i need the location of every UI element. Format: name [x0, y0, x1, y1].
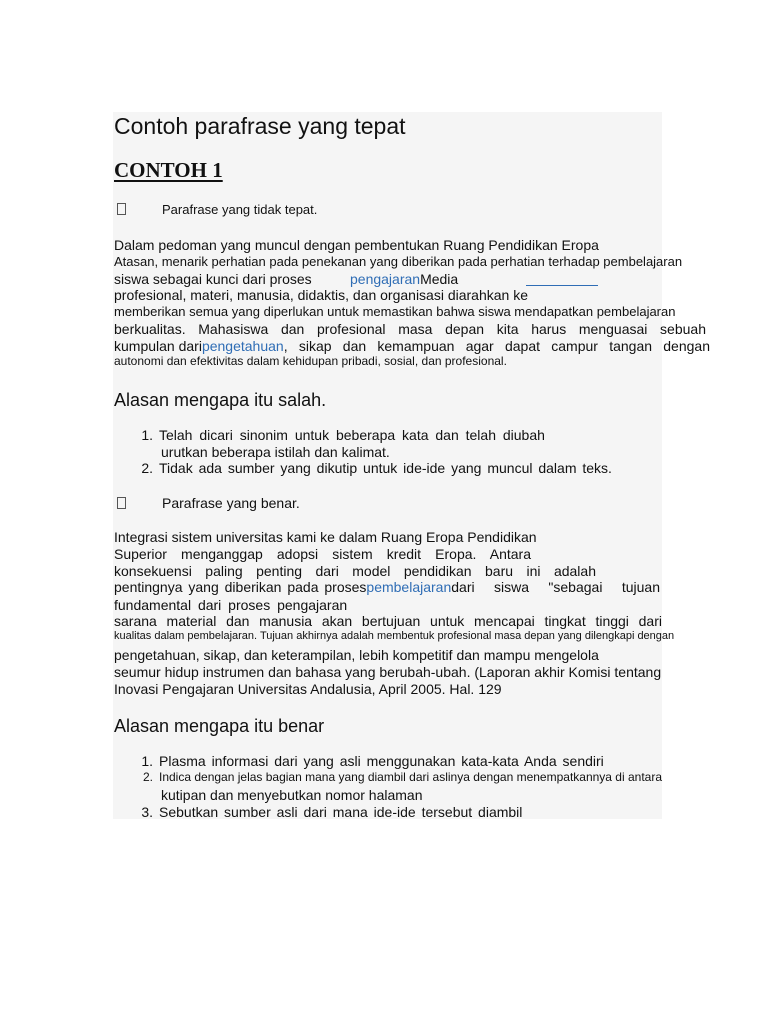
reason-right-item-3-text: Sebutkan sumber asli dari mana ide-ide tersebut diambil — [159, 804, 523, 820]
para2-line1: Integrasi sistem universitas kami ke dalam Ruang Eropa Pendidikan — [114, 529, 537, 545]
para2-line8: pengetahuan, sikap, dan keterampilan, lebih kompetitif dan mampu mengelola — [114, 647, 599, 663]
bullet-right-label: Parafrase yang benar. — [162, 495, 300, 511]
reason-right-item-2-text: Indica dengan jelas bagian mana yang diambil dari aslinya dengan menempatkannya di antara — [159, 770, 663, 784]
para1-line2: Atasan, menarik perhatian pada penekanan yang diberikan pada perhatian terhadap pembelajaran — [114, 254, 683, 269]
para2-line4-start: pentingnya yang diberikan pada proses — [114, 579, 367, 595]
reason-wrong-item-1: 1. Telah dicari sinonim untuk beberapa kata dan telah diubah — [141, 427, 545, 443]
para1-line4: profesional, materi, manusia, didaktis, dan organisasi diarahkan ke — [114, 287, 529, 303]
reason-wrong-heading: Alasan mengapa itu salah. — [114, 390, 327, 410]
para1-line1: Dalam pedoman yang muncul dengan pembentukan Ruang Pendidikan Eropa — [114, 237, 599, 253]
reason-right-item-1: 1. Plasma informasi dari yang asli menggunakan kata-kata Anda sendiri — [141, 753, 604, 769]
para1-line3-text: siswa sebagai kunci dari proses — [114, 271, 312, 287]
page-title: Contoh parafrase yang tepat — [114, 113, 406, 139]
reason-wrong-item-2-text: Tidak ada sumber yang dikutip untuk ide-ide yang muncul dalam teks. — [159, 460, 612, 476]
reason-wrong-item-1-text: Telah dicari sinonim untuk beberapa kata dan telah diubah — [159, 427, 545, 443]
para1-line6: berkualitas. Mahasiswa dan profesional masa depan kita harus menguasai sebuah — [114, 321, 706, 337]
reason-right-item-2-cont: kutipan dan menyebutkan nomor halaman — [161, 787, 423, 803]
reason-wrong-item-1-cont: urutkan beberapa istilah dan kalimat. — [161, 444, 390, 460]
para2-line10: Inovasi Pengajaran Universitas Andalusia, April 2005. Hal. 129 — [114, 681, 502, 697]
reason-right-item-1-text: Plasma informasi dari yang asli menggunakan kata-kata Anda sendiri — [159, 753, 604, 769]
para2-line4 — [114, 579, 660, 595]
bullet-wrong-label: Parafrase yang tidak tepat. — [162, 202, 318, 217]
para2-line3: konsekuensi paling penting dari model pendidikan baru ini adalah — [114, 563, 596, 579]
para1-line7-start: kumpulan dari — [114, 338, 202, 354]
para2-line7: kualitas dalam pembelajaran. Tujuan akhirnya adalah membentuk profesional masa depan yang dilengkapi dengan — [114, 630, 675, 642]
para2-line5: fundamental dari proses pengajaran — [114, 597, 348, 613]
para2-line4-end: dari siswa "sebagai tujuan — [451, 579, 660, 595]
link-pengajaran[interactable]: pengajaran — [350, 271, 421, 287]
para2-line9: seumur hidup instrumen dan bahasa yang berubah-ubah. (Laporan akhir Komisi tentang — [114, 664, 662, 680]
reason-wrong-item-2: 2. Tidak ada sumber yang dikutip untuk ide-ide yang muncul dalam teks. — [141, 460, 612, 476]
bullet-wrong — [117, 202, 317, 217]
example-heading: CONTOH 1 — [114, 158, 223, 182]
reason-right-item-2: 2. Indica dengan jelas bagian mana yang diambil dari aslinya dengan menempatkannya di antara — [142, 770, 663, 784]
reason-right-heading: Alasan mengapa itu benar — [114, 716, 325, 736]
link-pengetahuan[interactable]: pengetahuan — [201, 338, 284, 354]
link-pembelajaran[interactable]: pembelajaran — [366, 579, 452, 595]
para1-line5: memberikan semua yang diperlukan untuk memastikan bahwa siswa mendapatkan pembelajaran — [114, 304, 676, 319]
para1-line7 — [114, 338, 710, 354]
para1-line3-tail — [350, 271, 458, 287]
para2-line6: sarana material dan manusia akan bertujuan untuk mencapai tingkat tinggi dari — [114, 613, 662, 629]
bullet-square-icon — [117, 497, 126, 509]
para1-line3-media: Media — [420, 271, 459, 287]
bullet-right — [117, 495, 300, 511]
para1-line7-end: , sikap dan kemampuan agar dapat campur tangan dengan — [283, 338, 710, 354]
reason-right-item-3: 3. Sebutkan sumber asli dari mana ide-ide tersebut diambil — [141, 804, 523, 820]
bullet-square-icon — [117, 203, 126, 215]
para1-line8: autonomi dan efektivitas dalam kehidupan pribadi, sosial, dan profesional. — [114, 354, 507, 368]
para2-line2: Superior menganggap adopsi sistem kredit Eropa. Antara — [114, 546, 531, 562]
